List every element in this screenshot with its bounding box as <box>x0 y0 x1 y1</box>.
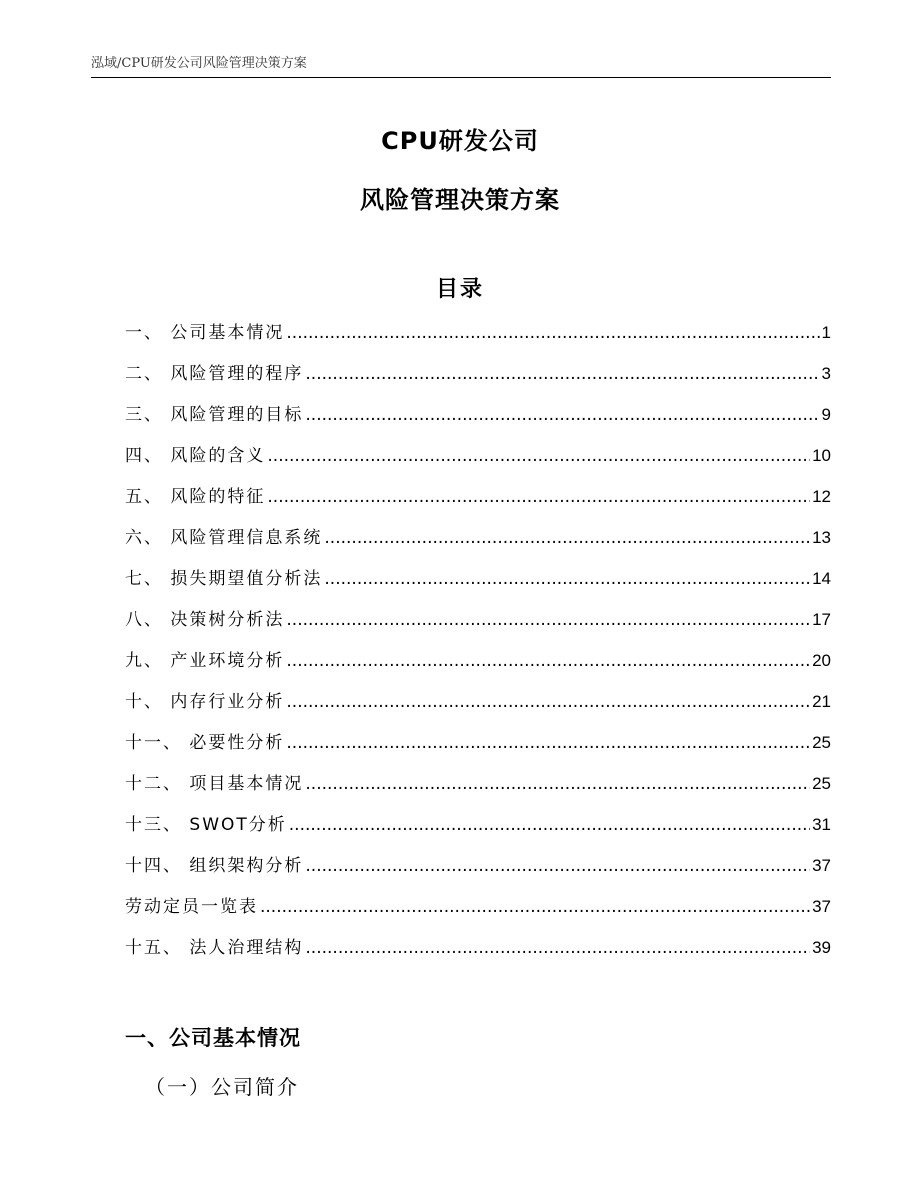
toc-entry[interactable] <box>125 935 831 976</box>
toc-entry-page-number: 12 <box>812 487 831 506</box>
toc-leader-dots <box>286 607 810 633</box>
toc-entry-label: 一、 公司基本情况 <box>125 323 285 343</box>
toc-entry[interactable] <box>125 607 831 648</box>
toc-leader-dots <box>324 566 810 592</box>
toc-entry[interactable] <box>125 320 831 361</box>
toc-entry-page-number: 13 <box>812 528 831 547</box>
toc-entry-label: 八、 决策树分析法 <box>125 610 285 630</box>
toc-leader-dots <box>289 812 810 838</box>
toc-leader-dots <box>305 402 819 428</box>
document-title-line-1: CPU研发公司 <box>381 127 539 155</box>
toc-entry-page-number: 1 <box>821 323 831 342</box>
toc-entry[interactable] <box>125 771 831 812</box>
toc-entry[interactable] <box>125 730 831 771</box>
toc-leader-dots <box>305 771 810 797</box>
toc-entry[interactable] <box>125 689 831 730</box>
toc-leader-dots <box>267 443 810 469</box>
toc-entry-page-number: 17 <box>812 610 831 629</box>
toc-leader-dots <box>286 648 810 674</box>
document-title-line-2: 风险管理决策方案 <box>360 186 560 214</box>
toc-leader-dots <box>305 361 819 387</box>
toc-entry[interactable] <box>125 566 831 607</box>
toc-entry-label: 六、 风险管理信息系统 <box>125 528 323 548</box>
toc-title: 目录 <box>435 277 484 302</box>
toc-leader-dots <box>260 894 810 920</box>
toc-entry[interactable] <box>125 402 831 443</box>
toc-leader-dots <box>286 730 810 756</box>
toc-entry-page-number: 10 <box>812 446 831 465</box>
running-header: 泓域/CPU研发公司风险管理决策方案 <box>91 52 831 78</box>
toc-entry-label: 九、 产业环境分析 <box>125 651 285 671</box>
table-of-contents <box>125 320 831 976</box>
toc-leader-dots <box>267 484 810 510</box>
toc-entry-label: 十二、 项目基本情况 <box>125 774 304 794</box>
toc-entry-label: 七、 损失期望值分析法 <box>125 569 323 589</box>
toc-entry-label: 五、 风险的特征 <box>125 487 266 507</box>
toc-entry-label: 二、 风险管理的程序 <box>125 364 304 384</box>
toc-entry-label: 十一、 必要性分析 <box>125 733 285 753</box>
toc-entry-page-number: 14 <box>812 569 831 588</box>
toc-entry-label: 三、 风险管理的目标 <box>125 405 304 425</box>
toc-entry-page-number: 25 <box>812 733 831 752</box>
toc-entry-page-number: 39 <box>812 938 831 957</box>
toc-entry-label: 劳动定员一览表 <box>125 897 258 917</box>
toc-entry-label: 十三、 SWOT分析 <box>125 815 287 835</box>
toc-entry-page-number: 37 <box>812 897 831 916</box>
toc-entry-page-number: 25 <box>812 774 831 793</box>
toc-entry[interactable] <box>125 853 831 894</box>
toc-entry[interactable] <box>125 484 831 525</box>
toc-entry[interactable] <box>125 443 831 484</box>
section-heading: 一、公司基本情况 <box>125 1026 301 1050</box>
toc-leader-dots <box>305 935 810 961</box>
toc-entry[interactable] <box>125 648 831 689</box>
toc-entry[interactable] <box>125 894 831 935</box>
toc-entry-page-number: 3 <box>821 364 831 383</box>
toc-leader-dots <box>324 525 810 551</box>
toc-leader-dots <box>286 689 810 715</box>
toc-entry-page-number: 37 <box>812 856 831 875</box>
toc-entry-label: 十、 内存行业分析 <box>125 692 285 712</box>
toc-entry[interactable] <box>125 525 831 566</box>
toc-entry-page-number: 20 <box>812 651 831 670</box>
toc-entry-page-number: 21 <box>812 692 831 711</box>
toc-entry-label: 四、 风险的含义 <box>125 446 266 466</box>
toc-entry[interactable] <box>125 812 831 853</box>
toc-entry-label: 十五、 法人治理结构 <box>125 938 304 958</box>
toc-entry-label: 十四、 组织架构分析 <box>125 856 304 876</box>
toc-entry-page-number: 9 <box>821 405 831 424</box>
toc-entry[interactable] <box>125 361 831 402</box>
toc-entry-page-number: 31 <box>812 815 831 834</box>
toc-leader-dots <box>286 320 819 346</box>
toc-leader-dots <box>305 853 810 879</box>
sub-heading: （一）公司简介 <box>145 1075 299 1099</box>
